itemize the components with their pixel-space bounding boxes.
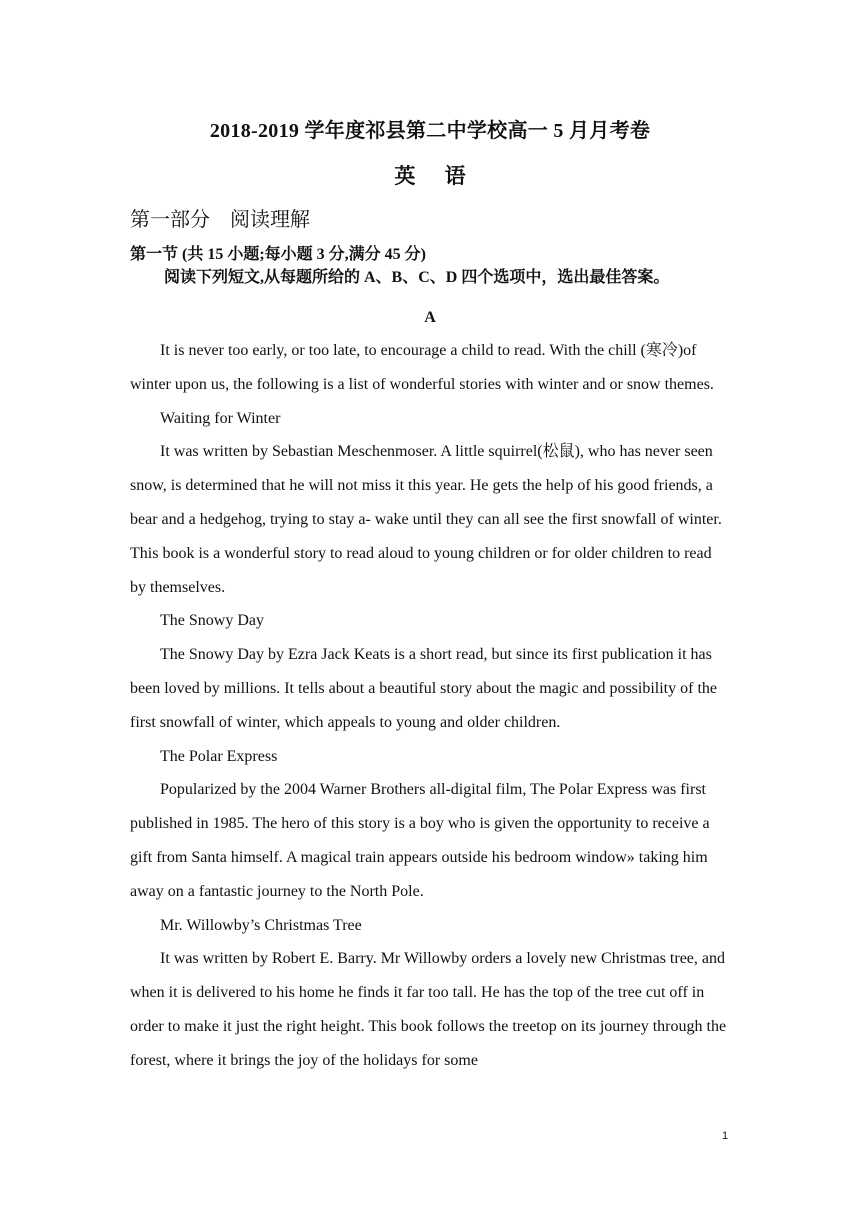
part-heading: 第一部分 阅读理解 <box>130 207 310 231</box>
passage-paragraph: It was written by Sebastian Meschenmoser. A little squirrel(松鼠), who has never seen snow, is determined that he will not miss it this year. He gets the help of his good friends, a bear and a hedgehog, trying to stay a- wake until they can all see the first snowfall of winter. This book is a wonderful story to read aloud to young children or for older children to read by themselves. <box>130 443 722 596</box>
passage-paragraph: Popularized by the 2004 Warner Brothers all-digital film, The Polar Express was first published in 1985. The hero of this story is a boy who is given the opportunity to receive a gift from Santa himself. A magical train appears outside his bedroom window» taking him away on a fantastic journey to the North Pole. <box>130 781 710 900</box>
section-heading: 第一节 (共 15 小题;每小题 3 分,满分 45 分) <box>130 246 426 263</box>
page-number: 1 <box>722 1130 729 1142</box>
subject-heading: 英 语 <box>394 164 478 188</box>
book-title-waiting-for-winter: Waiting for Winter <box>160 409 281 427</box>
passage-paragraph: It is never too early, or too late, to encourage a child to read. With the chill (寒冷)of winter upon us, the following is a list of wonderful stories with winter and or snow themes. <box>130 342 714 393</box>
book-title-mr-willowbys-christmas-tree: Mr. Willowby’s Christmas Tree <box>160 916 362 934</box>
exam-title: 2018-2019 学年度祁县第二中学校高一 5 月月考卷 <box>209 120 651 142</box>
instruction-text: 阅读下列短文,从每题所给的 A、B、C、D 四个选项中，选出最佳答案。 <box>164 269 670 286</box>
passage-paragraph: It was written by Robert E. Barry. Mr Willowby orders a lovely new Christmas tree, and when it is delivered to his home he finds it far too tall. He has the top of the tree cut off in order to make it just the right height. This book follows the treetop on its journey through the forest, where it brings the joy of the holidays for some <box>130 950 727 1069</box>
book-title-the-snowy-day: The Snowy Day <box>160 612 264 630</box>
book-title-the-polar-express: The Polar Express <box>160 747 278 765</box>
passage-label: A <box>424 309 436 326</box>
passage-paragraph: The Snowy Day by Ezra Jack Keats is a short read, but since its first publication it has been loved by millions. It tells about a beautiful story about the magic and possibility of the first snowfall of winter, which appeals to young and older children. <box>130 646 717 731</box>
passage-body <box>130 334 730 1078</box>
